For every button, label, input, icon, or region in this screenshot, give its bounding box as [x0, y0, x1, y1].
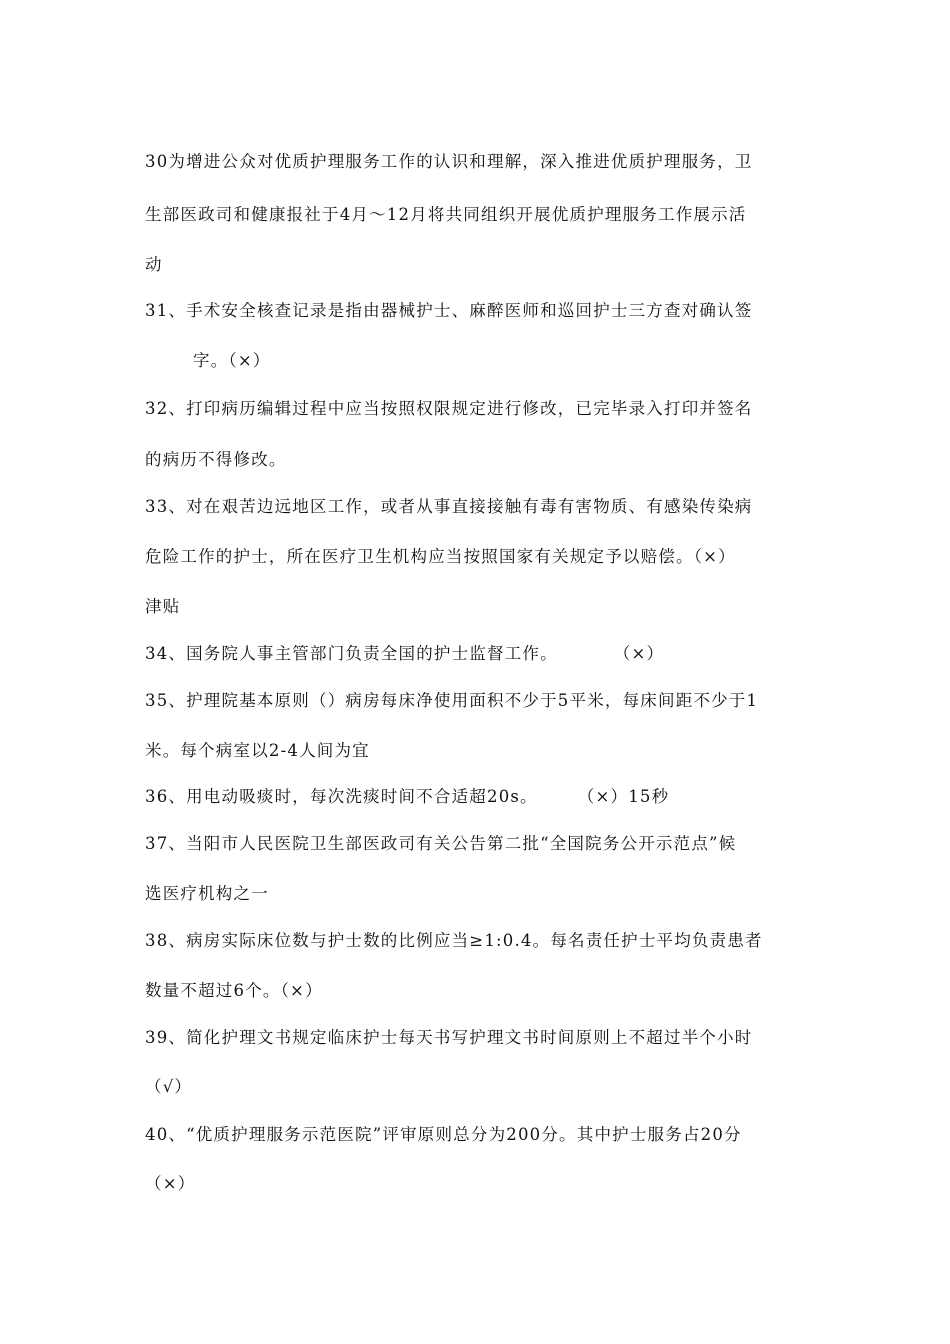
text-line-31b: 字。（×）	[193, 351, 271, 370]
text-line-36	[145, 786, 669, 808]
text-line-30a: 30为增进公众对优质护理服务工作的认识和理解，深入推进优质护理服务，卫	[145, 152, 753, 171]
text-line-32a: 32、打印病历编辑过程中应当按照权限规定进行修改，已完毕录入打印并签名	[145, 399, 753, 418]
text-line-39b: （√）	[145, 1077, 193, 1096]
text-line-33b: 危险工作的护士，所在医疗卫生机构应当按照国家有关规定予以赔偿。（×）	[145, 547, 736, 566]
text-line-35b: 米。每个病室以2-4人间为宜	[145, 741, 370, 760]
text-line-34	[145, 643, 664, 665]
question-34-mark: （×）	[613, 644, 665, 663]
text-line-30b: 生部医政司和健康报社于4月～12月将共同组织开展优质护理服务工作展示活	[145, 205, 747, 224]
text-line-35a: 35、护理院基本原则（）病房每床净使用面积不少于5平米，每床间距不少于1	[145, 691, 759, 710]
text-line-32b: 的病历不得修改。	[145, 450, 287, 469]
question-34-text: 34、国务院人事主管部门负责全国的护士监督工作。	[145, 644, 558, 663]
text-line-40b: （×）	[145, 1174, 196, 1193]
text-line-33a: 33、对在艰苦边远地区工作，或者从事直接接触有毒有害物质、有感染传染病	[145, 497, 753, 516]
text-line-38a: 38、病房实际床位数与护士数的比例应当≥1:0.4。每名责任护士平均负责患者	[145, 931, 763, 950]
text-line-38b: 数量不超过6个。（×）	[145, 981, 323, 1000]
text-line-40a: 40、“优质护理服务示范医院”评审原则总分为200分。其中护士服务占20分	[145, 1125, 742, 1144]
text-line-30c: 动	[145, 255, 163, 274]
text-line-37a: 37、当阳市人民医院卫生部医政司有关公告第二批“全国院务公开示范点”候	[145, 834, 737, 853]
text-line-39a: 39、简化护理文书规定临床护士每天书写护理文书时间原则上不超过半个小时	[145, 1028, 753, 1047]
text-line-31a: 31、手术安全核查记录是指由器械护士、麻醉医师和巡回护士三方查对确认签	[145, 301, 753, 320]
question-36-text: 36、用电动吸痰时，每次洗痰时间不合适超20s。	[145, 787, 538, 806]
text-line-37b: 选医疗机构之一	[145, 884, 269, 903]
text-line-33c: 津贴	[145, 597, 181, 616]
question-36-mark: （×）15秒	[577, 787, 670, 806]
